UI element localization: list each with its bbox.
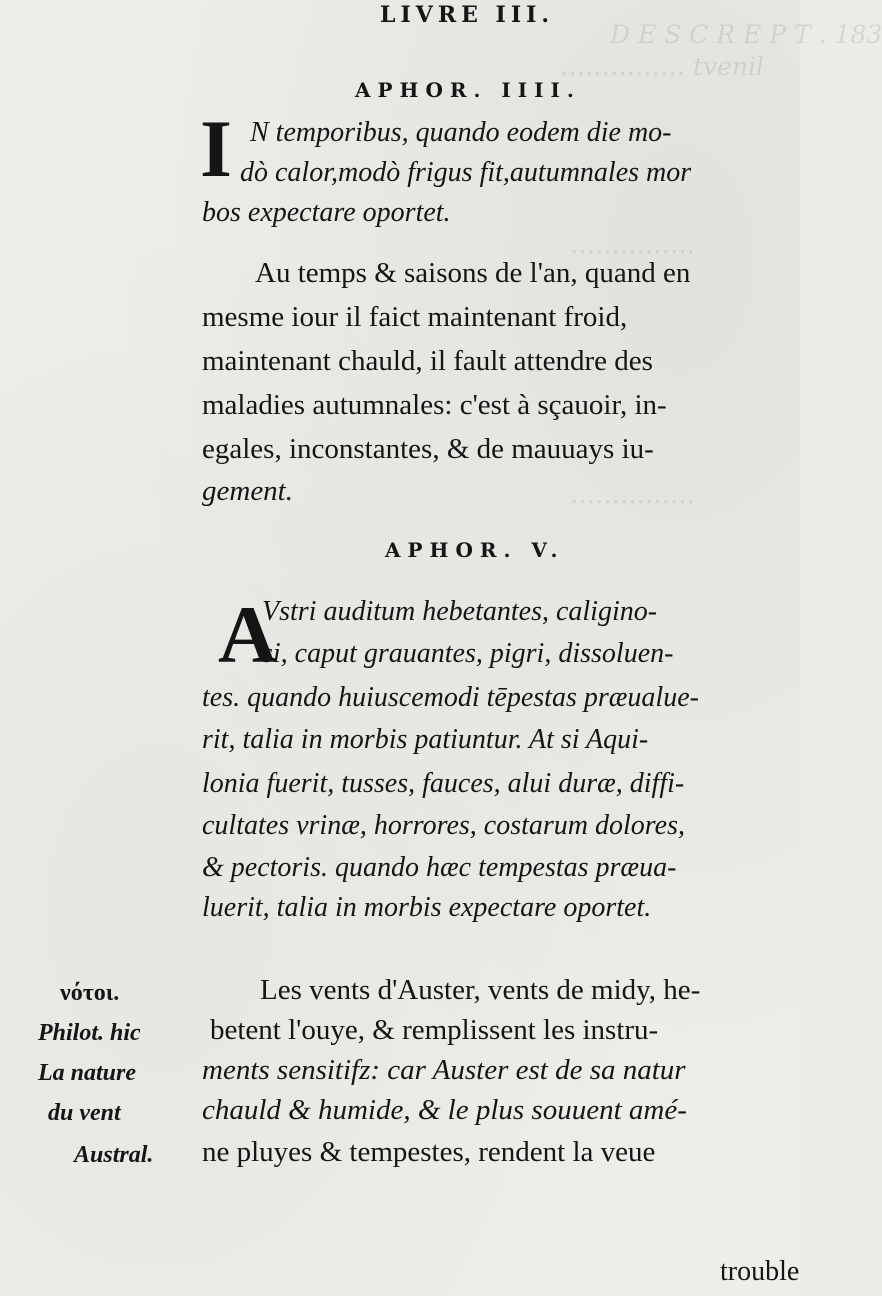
latin-line: cultates vrinæ, horrores, costarum dolores, xyxy=(202,810,685,841)
show-through-text: …………… xyxy=(570,230,695,259)
aphorism-iiii-heading: APHOR. IIII. xyxy=(355,78,581,102)
french-line: maintenant chauld, il fault attendre des xyxy=(202,345,653,377)
latin-line: rit, talia in morbis patiuntur. At si Aqui- xyxy=(202,724,649,755)
french-line: maladies autumnales: c'est à sçauoir, in- xyxy=(202,389,667,421)
margin-note-line: du vent xyxy=(48,1100,121,1126)
drop-cap-i: I xyxy=(200,103,232,194)
margin-note-line: νότοι. xyxy=(60,980,120,1006)
margin-note-line: Austral. xyxy=(74,1142,154,1168)
french-line: Les vents d'Auster, vents de midy, he- xyxy=(260,974,701,1006)
latin-line: luerit, talia in morbis expectare oportet. xyxy=(202,892,652,923)
latin-line: dò calor,modò frigus fit,autumnales mor xyxy=(240,157,692,188)
show-through-text: D E S C R E P T . 183 xyxy=(610,20,882,49)
show-through-text: …………… tvenil xyxy=(560,52,765,81)
latin-line: Vstri auditum hebetantes, caligino- xyxy=(262,596,658,627)
french-line: chauld & humide, & le plus souuent amé- xyxy=(202,1094,687,1126)
french-line: betent l'ouye, & remplissent les instru- xyxy=(210,1014,659,1046)
margin-note-line: Philot. hic xyxy=(38,1020,141,1046)
latin-line: & pectoris. quando hæc tempestas præua- xyxy=(202,852,677,883)
latin-line: N temporibus, quando eodem die mo- xyxy=(250,117,672,148)
show-through-text: …………… xyxy=(570,480,695,509)
french-line: mesme iour il faict maintenant froid, xyxy=(202,301,628,333)
drop-cap-a: A xyxy=(218,589,278,680)
french-line: ne pluyes & tempestes, rendent la veue xyxy=(202,1136,656,1168)
catchword: trouble xyxy=(720,1256,800,1287)
french-line: gement. xyxy=(202,475,293,507)
latin-line: bos expectare oportet. xyxy=(202,197,451,228)
french-line: Au temps & saisons de l'an, quand en xyxy=(255,257,691,289)
running-head: LIVRE III. xyxy=(380,2,555,28)
latin-line: tes. quando huiuscemodi tēpestas præualue- xyxy=(202,682,699,713)
french-line: ments sensitifz: car Auster est de sa natur xyxy=(202,1054,686,1086)
aphorism-v-heading: APHOR. V. xyxy=(385,538,565,562)
latin-line: si, caput grauantes, pigri, dissoluen- xyxy=(262,638,674,669)
latin-line: lonia fuerit, tusses, fauces, alui duræ, diffi- xyxy=(202,768,685,799)
french-line: egales, inconstantes, & de mauuays iu- xyxy=(202,433,654,465)
margin-note-line: La nature xyxy=(38,1060,137,1086)
